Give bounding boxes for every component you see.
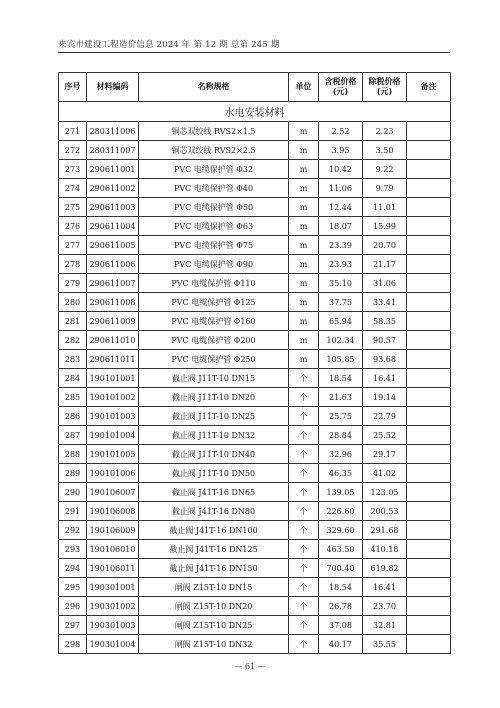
cell-price-tax: 21.63 (319, 388, 363, 407)
cell-price-tax: 28.84 (319, 426, 363, 445)
cell-note (407, 255, 451, 274)
table-row (59, 616, 451, 635)
cell-price-tax: 18.54 (319, 578, 363, 597)
col-header-note: 备注 (407, 73, 451, 102)
cell-code: 190101003 (87, 407, 139, 426)
cell-price-tax: 46.35 (319, 464, 363, 483)
cell-note (407, 578, 451, 597)
cell-price-tax: 35.10 (319, 274, 363, 293)
cell-no: 280 (59, 293, 87, 312)
cell-price-tax: 700.40 (319, 559, 363, 578)
cell-name: 截止阀 J41T-16 DN150 (139, 559, 289, 578)
table-row (59, 388, 451, 407)
cell-no: 288 (59, 445, 87, 464)
cell-unit: m (289, 293, 319, 312)
cell-price-tax: 102.34 (319, 331, 363, 350)
cell-code: 190101004 (87, 426, 139, 445)
table-row (59, 445, 451, 464)
table-row (59, 521, 451, 540)
cell-name: 截止阀 J11T-10 DN25 (139, 407, 289, 426)
cell-no: 281 (59, 312, 87, 331)
col-header-unit: 单位 (289, 73, 319, 102)
cell-price-tax: 32.96 (319, 445, 363, 464)
cell-code: 190106007 (87, 483, 139, 502)
cell-note (407, 236, 451, 255)
cell-no: 275 (59, 198, 87, 217)
table-row (59, 350, 451, 369)
cell-price-tax: 329.60 (319, 521, 363, 540)
cell-no: 285 (59, 388, 87, 407)
cell-price-net: 90.57 (363, 331, 407, 350)
cell-price-tax: 18.54 (319, 369, 363, 388)
cell-note (407, 274, 451, 293)
cell-name: PVC 电缆保护管 Φ40 (139, 179, 289, 198)
cell-price-tax: 37.75 (319, 293, 363, 312)
cell-name: 截止阀 J41T-16 DN80 (139, 502, 289, 521)
header-rule (58, 52, 450, 53)
cell-unit: 个 (289, 407, 319, 426)
cell-name: PVC 电缆保护管 Φ50 (139, 198, 289, 217)
cell-code: 290611009 (87, 312, 139, 331)
cell-name: 截止阀 J11T-10 DN32 (139, 426, 289, 445)
cell-name: PVC 电缆保护管 Φ110 (139, 274, 289, 293)
cell-price-net: 3.50 (363, 141, 407, 160)
cell-price-tax: 10.42 (319, 160, 363, 179)
col-header-name: 名称规格 (139, 73, 289, 102)
cell-code: 190106011 (87, 559, 139, 578)
cell-price-net: 15.99 (363, 217, 407, 236)
cell-price-tax: 37.08 (319, 616, 363, 635)
cell-note (407, 217, 451, 236)
cell-no: 276 (59, 217, 87, 236)
table-row (59, 141, 451, 160)
cell-code: 290611004 (87, 217, 139, 236)
cell-price-tax: 40.17 (319, 635, 363, 654)
cell-no: 284 (59, 369, 87, 388)
cell-note (407, 426, 451, 445)
cell-price-net: 25.52 (363, 426, 407, 445)
cell-price-net: 93.68 (363, 350, 407, 369)
cell-note (407, 464, 451, 483)
cell-price-tax: 12.44 (319, 198, 363, 217)
cell-price-net: 58.35 (363, 312, 407, 331)
cell-no: 272 (59, 141, 87, 160)
cell-name: PVC 电缆保护管 Φ75 (139, 236, 289, 255)
cell-unit: m (289, 198, 319, 217)
table-row (59, 502, 451, 521)
cell-price-net: 123.05 (363, 483, 407, 502)
table-row (59, 293, 451, 312)
cell-code: 290611010 (87, 331, 139, 350)
cell-no: 286 (59, 407, 87, 426)
cell-no: 279 (59, 274, 87, 293)
cell-note (407, 388, 451, 407)
cell-note (407, 122, 451, 141)
cell-note (407, 331, 451, 350)
table-row (59, 559, 451, 578)
running-header: 来宾市建设工程造价信息 2024 年 第 12 期 总第 245 期 (58, 40, 280, 50)
cell-note (407, 559, 451, 578)
cell-price-tax: 23.39 (319, 236, 363, 255)
col-header-price-tax: 含税价格 (元) (319, 73, 363, 102)
table-row (59, 331, 451, 350)
cell-price-tax: 3.95 (319, 141, 363, 160)
cell-note (407, 179, 451, 198)
cell-unit: 个 (289, 502, 319, 521)
cell-price-net: 11.01 (363, 198, 407, 217)
cell-no: 294 (59, 559, 87, 578)
cell-price-tax: 226.60 (319, 502, 363, 521)
cell-code: 290611006 (87, 255, 139, 274)
cell-price-net: 16.41 (363, 369, 407, 388)
table-row (59, 274, 451, 293)
cell-price-net: 16.41 (363, 578, 407, 597)
cell-name: PVC 电缆保护管 Φ200 (139, 331, 289, 350)
table-row (59, 179, 451, 198)
cell-unit: 个 (289, 521, 319, 540)
cell-code: 190101006 (87, 464, 139, 483)
cell-price-tax: 25.75 (319, 407, 363, 426)
cell-price-net: 31.06 (363, 274, 407, 293)
table-row (59, 236, 451, 255)
cell-code: 190301003 (87, 616, 139, 635)
cell-unit: m (289, 141, 319, 160)
cell-unit: 个 (289, 426, 319, 445)
col-header-price-net: 除税价格 (元) (363, 73, 407, 102)
cell-no: 290 (59, 483, 87, 502)
cell-no: 297 (59, 616, 87, 635)
table-row (59, 198, 451, 217)
table-row (59, 255, 451, 274)
cell-unit: 个 (289, 369, 319, 388)
cell-unit: m (289, 236, 319, 255)
cell-name: PVC 电缆保护管 Φ250 (139, 350, 289, 369)
cell-note (407, 160, 451, 179)
cell-no: 283 (59, 350, 87, 369)
cell-unit: m (289, 312, 319, 331)
cell-code: 190301004 (87, 635, 139, 654)
cell-name: 截止阀 J41T-16 DN100 (139, 521, 289, 540)
cell-unit: m (289, 350, 319, 369)
cell-note (407, 369, 451, 388)
table-row (59, 160, 451, 179)
cell-price-tax: 65.94 (319, 312, 363, 331)
cell-name: PVC 电缆保护管 Φ32 (139, 160, 289, 179)
cell-note (407, 483, 451, 502)
cell-name: PVC 电缆保护管 Φ125 (139, 293, 289, 312)
table-row (59, 122, 451, 141)
cell-price-tax: 105.85 (319, 350, 363, 369)
cell-unit: 个 (289, 616, 319, 635)
cell-unit: 个 (289, 578, 319, 597)
cell-note (407, 597, 451, 616)
cell-name: 闸阀 Z15T-10 DN32 (139, 635, 289, 654)
cell-unit: 个 (289, 635, 319, 654)
cell-no: 282 (59, 331, 87, 350)
cell-price-net: 200.53 (363, 502, 407, 521)
cell-code: 190301002 (87, 597, 139, 616)
cell-note (407, 407, 451, 426)
table-row (59, 217, 451, 236)
cell-no: 278 (59, 255, 87, 274)
cell-no: 295 (59, 578, 87, 597)
cell-price-net: 23.70 (363, 597, 407, 616)
cell-name: 截止阀 J41T-16 DN125 (139, 540, 289, 559)
col-header-code: 材料编码 (87, 73, 139, 102)
cell-no: 291 (59, 502, 87, 521)
cell-name: 铜芯双绞线 RVS2×1.5 (139, 122, 289, 141)
cell-price-net: 2.23 (363, 122, 407, 141)
cell-note (407, 635, 451, 654)
cell-name: 闸阀 Z15T-10 DN15 (139, 578, 289, 597)
cell-code: 290611005 (87, 236, 139, 255)
table-row (59, 483, 451, 502)
cell-price-net: 9.79 (363, 179, 407, 198)
table-row (59, 597, 451, 616)
cell-unit: 个 (289, 559, 319, 578)
cell-name: 截止阀 J11T-10 DN40 (139, 445, 289, 464)
cell-code: 290611011 (87, 350, 139, 369)
cell-note (407, 540, 451, 559)
cell-code: 190106009 (87, 521, 139, 540)
cell-code: 190106010 (87, 540, 139, 559)
cell-price-net: 35.55 (363, 635, 407, 654)
cell-no: 273 (59, 160, 87, 179)
cell-price-net: 29.17 (363, 445, 407, 464)
cell-price-net: 9.22 (363, 160, 407, 179)
cell-code: 290611007 (87, 274, 139, 293)
cell-price-net: 32.81 (363, 616, 407, 635)
page-number: — 61 — (234, 662, 266, 671)
cell-unit: m (289, 255, 319, 274)
cell-code: 290611008 (87, 293, 139, 312)
table-row (59, 540, 451, 559)
cell-unit: m (289, 331, 319, 350)
cell-name: 截止阀 J11T-10 DN15 (139, 369, 289, 388)
table-row (59, 464, 451, 483)
cell-price-tax: 23.93 (319, 255, 363, 274)
cell-code: 190101001 (87, 369, 139, 388)
cell-no: 293 (59, 540, 87, 559)
cell-code: 290611003 (87, 198, 139, 217)
cell-name: 截止阀 J11T-10 DN50 (139, 464, 289, 483)
cell-note (407, 198, 451, 217)
cell-unit: 个 (289, 464, 319, 483)
cell-price-net: 22.79 (363, 407, 407, 426)
cell-unit: m (289, 217, 319, 236)
cell-code: 190106008 (87, 502, 139, 521)
cell-no: 298 (59, 635, 87, 654)
cell-no: 277 (59, 236, 87, 255)
cell-code: 280311007 (87, 141, 139, 160)
cell-unit: 个 (289, 445, 319, 464)
cell-code: 290611001 (87, 160, 139, 179)
cell-note (407, 312, 451, 331)
cell-price-net: 33.41 (363, 293, 407, 312)
cell-code: 190101005 (87, 445, 139, 464)
cell-price-net: 619.82 (363, 559, 407, 578)
cell-code: 190101002 (87, 388, 139, 407)
cell-name: PVC 电缆保护管 Φ160 (139, 312, 289, 331)
cell-price-tax: 26.78 (319, 597, 363, 616)
cell-no: 296 (59, 597, 87, 616)
cell-no: 274 (59, 179, 87, 198)
price-table (58, 72, 451, 654)
cell-note (407, 445, 451, 464)
cell-price-net: 410.18 (363, 540, 407, 559)
cell-note (407, 141, 451, 160)
cell-unit: m (289, 160, 319, 179)
cell-code: 290611002 (87, 179, 139, 198)
cell-note (407, 293, 451, 312)
cell-name: 截止阀 J11T-10 DN20 (139, 388, 289, 407)
cell-no: 287 (59, 426, 87, 445)
cell-price-net: 19.14 (363, 388, 407, 407)
cell-name: 截止阀 J41T-16 DN65 (139, 483, 289, 502)
table-row (59, 426, 451, 445)
cell-price-tax: 11.06 (319, 179, 363, 198)
cell-note (407, 350, 451, 369)
cell-note (407, 521, 451, 540)
cell-price-net: 291.68 (363, 521, 407, 540)
cell-price-tax: 18.07 (319, 217, 363, 236)
cell-unit: m (289, 122, 319, 141)
cell-unit: 个 (289, 597, 319, 616)
cell-name: 闸阀 Z15T-10 DN20 (139, 597, 289, 616)
cell-unit: m (289, 274, 319, 293)
cell-no: 289 (59, 464, 87, 483)
table-row (59, 407, 451, 426)
section-row (59, 102, 451, 122)
cell-note (407, 616, 451, 635)
cell-name: PVC 电缆保护管 Φ90 (139, 255, 289, 274)
table-row (59, 578, 451, 597)
cell-note (407, 502, 451, 521)
table-header-row (59, 73, 451, 102)
cell-unit: 个 (289, 540, 319, 559)
cell-price-tax: 2.52 (319, 122, 363, 141)
cell-name: 铜芯双绞线 RVS2×2.5 (139, 141, 289, 160)
cell-price-net: 20.70 (363, 236, 407, 255)
table-row (59, 635, 451, 654)
cell-price-net: 21.17 (363, 255, 407, 274)
table-row (59, 369, 451, 388)
cell-unit: m (289, 179, 319, 198)
section-title: 水电安装材料 (59, 102, 451, 122)
cell-name: PVC 电缆保护管 Φ63 (139, 217, 289, 236)
table-row (59, 312, 451, 331)
cell-code: 280311006 (87, 122, 139, 141)
cell-no: 292 (59, 521, 87, 540)
cell-code: 190301001 (87, 578, 139, 597)
cell-unit: 个 (289, 388, 319, 407)
cell-unit: 个 (289, 483, 319, 502)
cell-price-net: 41.02 (363, 464, 407, 483)
col-header-no: 序号 (59, 73, 87, 102)
cell-no: 271 (59, 122, 87, 141)
cell-price-tax: 139.05 (319, 483, 363, 502)
cell-price-tax: 463.50 (319, 540, 363, 559)
cell-name: 闸阀 Z15T-10 DN25 (139, 616, 289, 635)
